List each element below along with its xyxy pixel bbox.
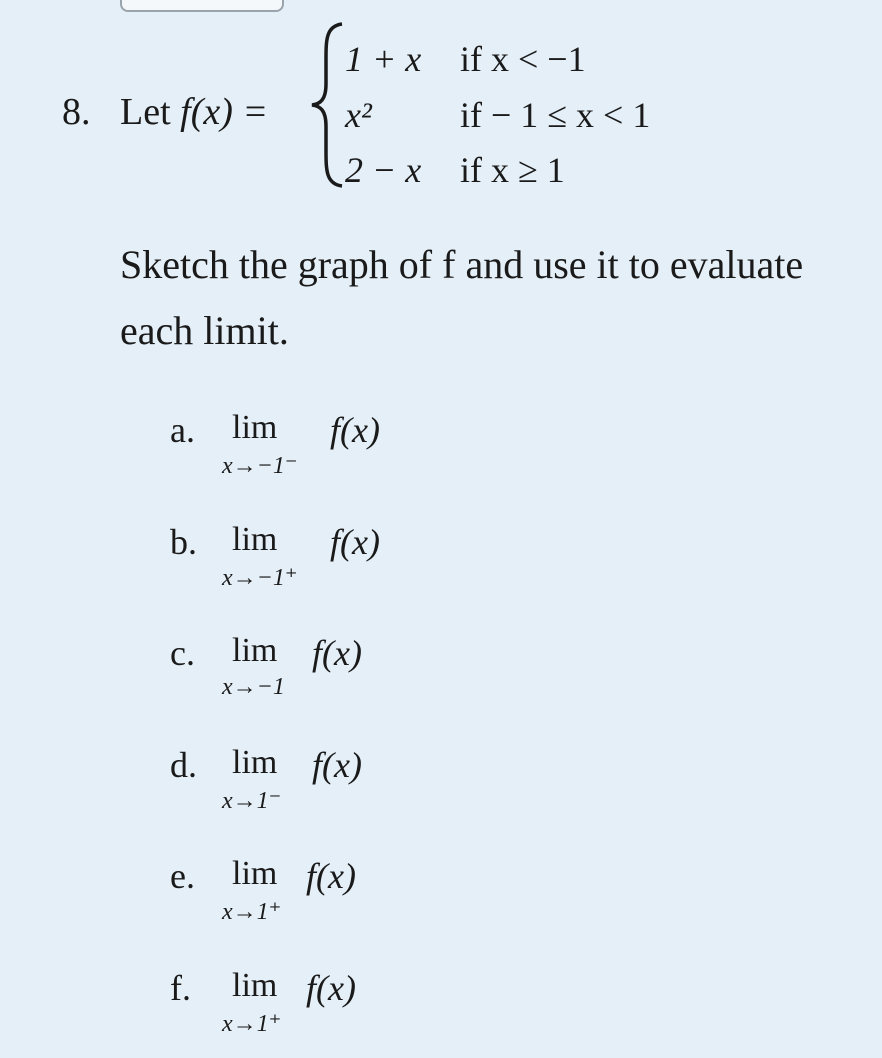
limit-function: f(x) <box>306 856 356 896</box>
problem-number: 8. <box>62 91 91 133</box>
limit-item-a <box>170 405 570 495</box>
limit-function: f(x) <box>330 410 380 450</box>
limit-item-d <box>170 740 570 830</box>
lim-operator: lim <box>232 632 278 669</box>
case-2-expression: x² <box>345 95 372 135</box>
lim-operator: lim <box>232 409 278 446</box>
limit-function: f(x) <box>330 522 380 562</box>
item-label: d. <box>170 745 197 785</box>
limit-function: f(x) <box>312 745 362 785</box>
item-label: b. <box>170 522 197 562</box>
case-1-condition: if x < −1 <box>460 39 586 79</box>
limit-subscript: x→−1 <box>222 674 285 700</box>
lim-operator: lim <box>232 744 278 781</box>
case-1-expression: 1 + x <box>345 39 422 79</box>
problem-prompt: Sketch the graph of f and use it to evaluate each limit. <box>120 242 804 353</box>
limit-subscript: x→−1⁺ <box>222 565 298 591</box>
limit-item-c <box>170 628 570 718</box>
item-label: a. <box>170 410 195 450</box>
case-3-condition: if x ≥ 1 <box>460 150 565 190</box>
function-definition-label <box>120 90 268 134</box>
limit-subscript: x→1⁻ <box>222 788 282 814</box>
item-label: f. <box>170 968 191 1008</box>
piecewise-brace <box>308 20 348 190</box>
limit-function: f(x) <box>312 633 362 673</box>
lim-operator: lim <box>232 855 278 892</box>
limit-item-f <box>170 963 570 1053</box>
limit-subscript: x→1⁺ <box>222 1011 282 1037</box>
let-prefix: Let <box>120 91 181 133</box>
limit-item-b <box>170 517 570 607</box>
case-2-condition: if − 1 ≤ x < 1 <box>460 95 651 135</box>
case-3-expression: 2 − x <box>345 150 422 190</box>
limit-subscript: x→−1⁻ <box>222 453 298 479</box>
lim-operator: lim <box>232 967 278 1004</box>
top-tab-button[interactable] <box>120 0 284 12</box>
item-label: e. <box>170 856 195 896</box>
item-label: c. <box>170 633 195 673</box>
function-name: f(x) = <box>180 91 269 133</box>
limit-subscript: x→1⁺ <box>222 899 282 925</box>
lim-operator: lim <box>232 521 278 558</box>
limit-function: f(x) <box>306 968 356 1008</box>
limit-item-e <box>170 851 570 941</box>
